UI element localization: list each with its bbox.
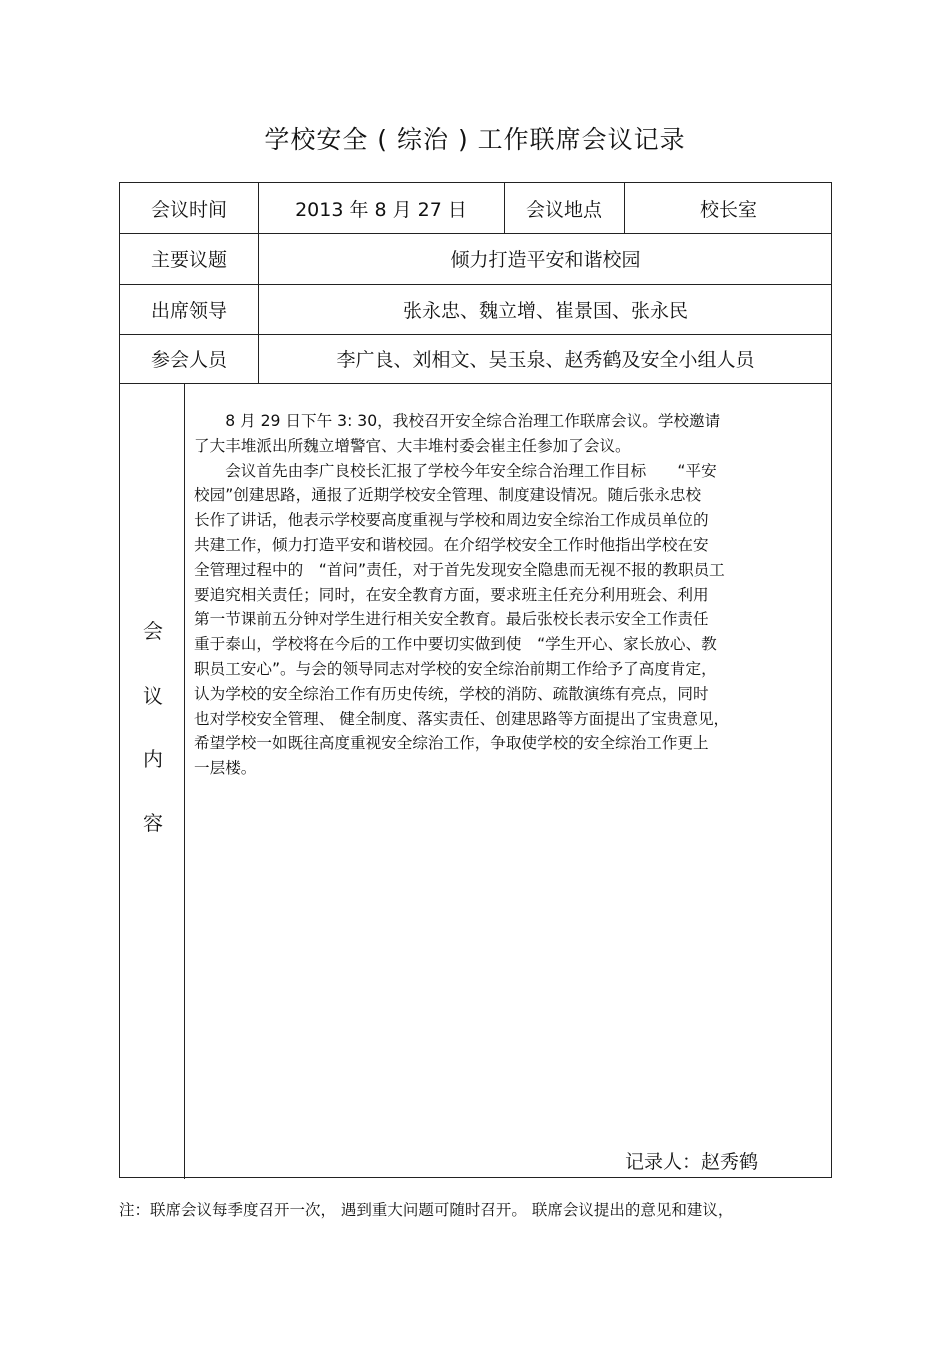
meeting-place-label: 会议地点: [525, 198, 602, 221]
attendees-value: 李广良、刘相文、吴玉泉、赵秀鹤及安全小组人员: [336, 349, 755, 371]
meeting-time-value: 2013 年 8 月 27 日: [295, 198, 467, 221]
content-label-char: 会: [143, 619, 163, 643]
content-line: 了大丰堆派出所魏立增警官、大丰堆村委会崔主任参加了会议。: [194, 436, 631, 455]
row-divider: [120, 383, 831, 384]
meeting-content-label: [120, 385, 186, 1179]
content-line: 8 月 29 日下午 3: 30，我校召开安全综合治理工作联席会议。学校邀请: [194, 412, 721, 430]
content-line: 长作了讲话，他表示学校要高度重视与学校和周边安全综治工作成员单位的: [194, 511, 709, 530]
content-line: 希望学校一如既往高度重视安全综治工作，争取使学校的安全综治工作更上: [194, 734, 709, 753]
leaders-value: 张永忠、魏立增、崔景国、张永民: [402, 299, 688, 322]
recorder-signature: 记录人：赵秀鹤: [625, 1151, 759, 1173]
content-line: 也对学校安全管理、 健全制度、落实责任、创建思路等方面提出了宝贵意见，: [194, 709, 730, 728]
footer-note: 注：联席会议每季度召开一次， 遇到重大问题可随时召开。 联席会议提出的意见和建议，: [119, 1201, 734, 1219]
content-line: 共建工作，倾力打造平安和谐校园。在介绍学校安全工作时他指出学校在安: [194, 535, 709, 554]
content-label-char: 议: [143, 684, 163, 708]
content-line: 第一节课前五分钟对学生进行相关安全教育。最后张校长表示安全工作责任: [194, 610, 709, 629]
content-line: 重于泰山，学校将在今后的工作中要切实做到使 “学生开心、家长放心、教: [194, 635, 717, 654]
content-line: 要追究相关责任；同时，在安全教育方面，要求班主任充分利用班会、利用: [194, 585, 709, 604]
main-topic-value: 倾力打造平安和谐校园: [450, 249, 641, 271]
meeting-time-label: 会议时间: [150, 198, 227, 221]
meeting-content-text: [194, 409, 810, 781]
content-line: 全管理过程中的 “首问”责任，对于首先发现安全隐患而无视不报的教职员工: [194, 560, 725, 579]
content-line: 会议首先由李广良校长汇报了学校今年安全综合治理工作目标 “平安: [194, 461, 717, 480]
content-line: 一层楼。: [194, 759, 257, 778]
content-line: 职员工安心”。与会的领导同志对学校的安全综治前期工作给予了高度肯定，: [194, 659, 717, 678]
meeting-record-form: [119, 182, 832, 1178]
meeting-place-value: 校长室: [699, 198, 757, 221]
content-line: 校园”创建思路，通报了近期学校安全管理、制度建设情况。随后张永忠校: [194, 486, 702, 505]
main-topic-label: 主要议题: [150, 249, 227, 271]
attendees-label: 参会人员: [150, 349, 227, 371]
content-label-char: 容: [143, 811, 163, 835]
document-title: 学校安全 ( 综治 ) 工作联席会议记录: [264, 125, 686, 154]
leaders-label: 出席领导: [150, 299, 227, 322]
content-label-char: 内: [143, 747, 163, 771]
content-line: 认为学校的安全综治工作有历史传统，学校的消防、疏散演练有亮点，同时: [194, 684, 709, 703]
